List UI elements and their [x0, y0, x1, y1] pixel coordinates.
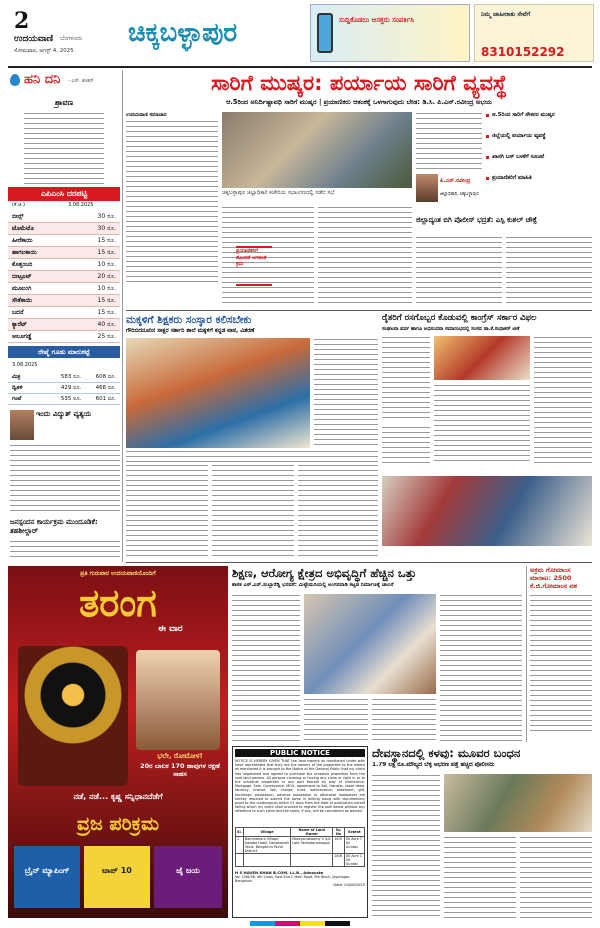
apmc-item: ಮೂಲಂಗಿ: [12, 285, 32, 292]
apmc-item: ಹೀರೆಕಾಯಿ: [12, 237, 33, 244]
side-brief-head: ಅಕ್ರಮ ಗೋಮಾಂಸ ಮಾರಾಟ: 2500 ಕೆ.ಜಿ.ಗೋಮಾಂಸ ವಶ: [530, 566, 578, 590]
apmc-price: 30 ರೂ.: [97, 213, 116, 220]
education-headline: ಶಿಕ್ಷಣ, ಆರೋಗ್ಯ ಕ್ಷೇತ್ರದ ಅಭಿವೃದ್ಧಿಗೆ ಹೆಚ್ಚಿನ ಒತ್ತು: [232, 566, 417, 580]
silk-max: 608 ರೂ.: [95, 374, 117, 380]
taranga-subtitle: ಈ ವಾರ: [158, 624, 183, 634]
apmc-date: 3.08.2025: [68, 202, 94, 208]
bullet-icon: [486, 156, 489, 159]
ad-phone: 8310152292: [481, 45, 565, 59]
silk-row: [8, 383, 120, 394]
farmer-subhead: ಸಂಘಟನಾ ಪರ್ವ ಹಾಗೂ ಅಭಿನಂದನಾ ಸಮಾರಂಭದಲ್ಲಿ ಸಂಸದ ಡಾ.ಕೆ.ಸುಧಾಕರ್ ಟೀಕೆ: [382, 326, 520, 332]
school-headline: ಮಕ್ಕಳಿಗೆ ಶಿಕ್ಷಕರು ಸಂಸ್ಕಾರ ಕಲಿಸಬೇಕು: [126, 314, 252, 326]
print-color-strip: [250, 921, 350, 926]
pull-quote-box: [236, 246, 272, 286]
silk-row: [8, 372, 120, 383]
notice-header-cell: Sl.: [236, 828, 244, 837]
apmc-row: [8, 271, 120, 283]
apmc-item: ಬೀಟ್ರೂಟ್: [12, 273, 32, 280]
left-sidebar: [8, 70, 120, 562]
lead-side-text: [416, 112, 482, 172]
lead-caption: ಚಿಕ್ಕಬಳ್ಳಾಪುರ ಜಿಲ್ಲಾಧಿಕಾರಿ ಕಚೇರಿಯ ಸಭಾಂಗಣದಲ್ಲಿ ನಡೆದ ಸಭೆ: [222, 190, 335, 196]
temple-col1: [372, 774, 440, 918]
apmc-item: ಟೊಮೆಟೊ: [12, 225, 34, 232]
taranga-teaser: ನಡೆ, ನಡೆ... ಕೃಷ್ಣ ಸನ್ನಿಧಾನದೆಡೆಗೆ: [73, 792, 163, 801]
public-notice: [232, 746, 368, 918]
brief-text: ಜಿಲ್ಲೆಯಲ್ಲಿ ಪರ್ಯಾಯ ವ್ಯವಸ್ಥೆ: [492, 133, 546, 139]
brand-sub: - ಎನ್. ಶಂಕರ್: [68, 78, 94, 84]
apmc-row: [8, 211, 120, 223]
apmc-price: 40 ರೂ.: [97, 321, 116, 328]
apmc-price: 15 ರೂ.: [97, 297, 116, 304]
temple-photo: [444, 774, 592, 832]
box-name: ಪಿ.ಎನ್.ರವೀಂದ್ರ: [440, 178, 471, 184]
school-caption: [126, 450, 378, 462]
apmc-row: [8, 331, 120, 343]
brief2-text: [10, 540, 120, 560]
brief2-title: ಜನಸ್ಪಂದನ ಕಾರ್ಯಕ್ರಮ ಮುಂದೂಡಿಕೆ: ತಹಶೀಲ್ದಾರ್: [10, 518, 98, 535]
deity-image: [18, 646, 128, 786]
farmer-col1: [382, 336, 430, 422]
apmc-price: 25 ರೂ.: [97, 333, 116, 340]
notice-header-cell: Extent: [344, 828, 364, 837]
apmc-price: 10 ರೂ.: [97, 261, 116, 268]
notice-cell: [291, 854, 333, 867]
badge-top: ಭಲೇ, ರೋಟೋಳ!: [157, 752, 203, 760]
masthead-rule: [8, 66, 592, 68]
issue-date: ಸೋಮವಾರ, ಆಗಸ್ಟ್ 4, 2025: [14, 48, 74, 54]
poem-text: [24, 112, 104, 184]
taranga-box1: ಬ್ರೈನ್ ಮ್ಯಾಪಿಂಗ್: [14, 846, 80, 908]
notice-date: Date: 04/08/2025: [333, 883, 365, 888]
lead-side-box: [416, 112, 482, 206]
taranga-feature: ವ್ರಜ ಪರಿಕ್ರಮ: [76, 813, 160, 835]
notice-table-row: [236, 837, 365, 854]
apmc-item: ಆಲೂಗಡ್ಡೆ: [12, 333, 32, 340]
brief1-text: [10, 444, 120, 514]
police-text-2: [506, 236, 592, 306]
school-col1: [126, 464, 208, 560]
education-col1: [232, 594, 300, 742]
masthead-ad-1: [310, 4, 470, 62]
education-subhead: ಶಾಸಕ ಎಸ್.ಎನ್.ಸುಬ್ಬಾರೆಡ್ಡಿ ಭರವಸೆ: ಮಿಟ್ಟೇಮರಿಯಲ್ಲಿ ಅಂಗನವಾಡಿ ಕಟ್ಟಡ ನಿರ್ಮಾಣಕ್ಕೆ ಚಾಲನೆ: [232, 582, 394, 588]
notice-cell: Narayanaswamy V S/o Late Venkataramappa: [291, 837, 333, 854]
silk-type: ದ್ವಿತಳಿ: [12, 385, 23, 391]
apmc-price: 10 ರೂ.: [97, 285, 116, 292]
apmc-price: 15 ರೂ.: [97, 309, 116, 316]
lead-col3: [318, 206, 412, 306]
section-title: ಶ್ರಾವಣ: [54, 98, 74, 107]
box-role: ಜಿಲ್ಲಾಧಿಕಾರಿ, ಚಿಕ್ಕಬಳ್ಳಾಪುರ: [440, 192, 479, 197]
school-col2: [212, 464, 294, 560]
notice-header-cell: Sy. No: [333, 828, 345, 837]
apmc-item: ಬದನೆ: [12, 309, 24, 316]
notice-body: NOTICE IS HEREBY GIVEN THAT the land owners as mentioned under with have represented that they are the owners of the properties to the extent as mentioned it is brought to the Notice of the General Public that my client has negotiated and agreed to purchase the schedule properties from the said land owners. All persons claiming or having any claim or right in or to the schedule properties or any part thereof by way of inheritance, Mortgage, Sale, Conveyance, MOU, agreement to Sell, transfer, lease deed, tenancy, license, lien, charge, trust, maintenance, easement, gift, exchange, possession, adverse possession or otherwise howsoever are hereby required to submit the same in writing along with documentary proof to the undersigned within 07 days from the date of publication hereof failing which my client shall proceed to register the sale deeds without any reference to such claim and the same, if any, will be considered as waived.: [235, 759, 365, 814]
temple-headline: ದೇವಸ್ಥಾನದಲ್ಲಿ ಕಳವು: ಮೂವರ ಬಂಧನ: [372, 746, 521, 760]
silk-min: 535 ರೂ.: [60, 396, 82, 402]
police-text: [416, 236, 502, 306]
bullet-icon: [486, 135, 489, 138]
page-number: 2: [14, 8, 30, 34]
brief-item: [486, 154, 592, 161]
apmc-price: 15 ರೂ.: [97, 249, 116, 256]
right-brief-list: [486, 112, 592, 212]
temple-col3: [520, 836, 592, 918]
notice-cell: Bommanara Village, Kasaba Hobli, Devanahalli Taluk, Bengaluru Rural District: [244, 837, 290, 853]
section-rule-2: [126, 562, 592, 563]
edition-label: ಬೆಂಗಳೂರು: [60, 35, 83, 42]
silk-table: [8, 372, 120, 405]
notice-cell: [243, 854, 290, 867]
notice-signatory: H S HAVEN KHAN B.COM, LL.B., Advocate: [235, 870, 324, 875]
lead-photo: [222, 112, 412, 188]
apmc-unit: (ಕೆ.ಜಿ.): [12, 202, 25, 208]
side-brief-text: [530, 594, 592, 734]
education-col3: [372, 698, 436, 742]
apmc-price: 15 ರೂ.: [97, 237, 116, 244]
school-col3: [298, 464, 378, 560]
bullet-icon: [486, 177, 489, 180]
notice-cell: 1: [236, 837, 244, 854]
farmer-col4: [382, 426, 430, 464]
apmc-row: [8, 283, 120, 295]
lead-subhead: ಆ.5ರಿಂದ ಅನಿರ್ದಿಷ್ಟಾವಧಿ ಸಾರಿಗೆ ಮುಷ್ಕರ | ಪ್ರಯಾಣಿಕರು ಆತಂಕಕ್ಕೆ ಒಳಗಾಗುವುದು ಬೇಡ: ಡಿ.ಸಿ. ಪಿ.ಎನ್.ರವೀಂದ್ರ ಅಭಯ: [226, 98, 492, 106]
pull-quote: ಪ್ರಯಾಣಿಕರಿಗೆ ತೊಂದರೆ ಆಗದಂತೆ ಕ್ರಮ: [236, 248, 267, 267]
education-col4: [440, 594, 522, 742]
phone-icon: [317, 13, 333, 53]
sidebar-divider: [122, 70, 123, 562]
notice-header-cell: Name of Land Owner: [291, 828, 333, 837]
apmc-row: [8, 247, 120, 259]
notice-cell: 16/5: [333, 837, 345, 854]
notice-address: No. 1/08/36, 4th Cross, East End C Main Road, 9th Block, Jayanagar, Bengaluru: [235, 875, 351, 884]
lead-byline: ಉದಯವಾಣಿ ಸಮಾಚಾರ: [126, 112, 167, 118]
apmc-price: 30 ರೂ.: [97, 225, 116, 232]
brand-title: ಹನಿ ದನಿ: [24, 72, 61, 87]
protest-photo: [382, 476, 592, 546]
notice-table-header: [236, 828, 365, 837]
farmer-headline: ರೈತರಿಗೆ ರಸಗೊಬ್ಬರ ಕೊಡುವಲ್ಲಿ ಕಾಂಗ್ರೆಸ್ ಸರ್ಕಾರ ವಿಫಲ: [382, 313, 537, 323]
taranga-ad: [8, 566, 228, 918]
education-photo: [304, 594, 436, 694]
apmc-price: 20 ರೂ.: [97, 273, 116, 280]
ad1-text: ಸುದ್ದಿಕೊಡಲು ಆಸಕ್ತರು ಸಂಪರ್ಕಿಸಿ: [339, 16, 415, 24]
apmc-row: [8, 223, 120, 235]
farmer-photo: [434, 336, 530, 380]
brief-text: ಆ.5ರಿಂದ ಸಾರಿಗೆ ನೌಕರರ ಮುಷ್ಕರ: [492, 112, 555, 118]
school-photo: [126, 338, 310, 448]
masthead: [0, 0, 600, 66]
apmc-title: ಎಪಿಎಂಸಿ ದರಪಟ್ಟಿ: [8, 187, 120, 201]
apmc-meta: [8, 202, 120, 210]
brief-item: [486, 133, 592, 140]
notice-cell: 16/6: [333, 854, 345, 867]
side-brief: [526, 566, 592, 742]
apmc-item: ಬೀನ್ಸ್: [12, 213, 24, 220]
notice-title: PUBLIC NOTICE: [235, 749, 365, 757]
badge-mid: 20ರ ಬಾಲಕ 170 ಹಾವುಗಳ ರಕ್ಷಣೆ ಸಾಹಸ: [140, 762, 220, 778]
taranga-tagline: ಪ್ರತಿ ಗುರುವಾರ ಉದಯವಾಣಿಯೊಂದಿಗೆ: [80, 570, 156, 577]
taranga-title: ತರಂಗ: [79, 581, 157, 625]
ad2-text: ನಿಮ್ಮ ಜಾಹೀರಾತು ಸೇವೆಗೆ: [481, 11, 531, 18]
bullet-icon: [486, 114, 489, 117]
apmc-row: [8, 319, 120, 331]
school-col-right: [314, 338, 378, 448]
apmc-row: [8, 235, 120, 247]
portrait-image: [136, 650, 220, 750]
apmc-row: [8, 307, 120, 319]
silk-type: ಗಂಟೆ: [12, 396, 22, 402]
lead-col1: [126, 120, 218, 284]
notice-header-cell: Village: [243, 828, 290, 837]
brief-photo: [10, 410, 34, 440]
lead-headline: ಸಾರಿಗೆ ಮುಷ್ಕರ: ಪರ್ಯಾಯ ಸಾರಿಗೆ ವ್ಯವಸ್ಥೆ: [210, 71, 508, 95]
taranga-box3: ಜೈ ಜಯ: [154, 846, 222, 908]
apmc-row: [8, 259, 120, 271]
notice-cell: [236, 854, 244, 867]
brief-item: [486, 175, 592, 182]
silk-max: 601 ರೂ.: [95, 396, 117, 402]
brief1-title: ಇಂದು ವಿದ್ಯುತ್ ವ್ಯತ್ಯಯ: [36, 410, 92, 418]
brief-text: ಖಾಸಗಿ ಬಸ್ ಬಳಕೆಗೆ ಸೂಚನೆ: [492, 154, 545, 160]
notice-table: [235, 827, 365, 867]
apmc-item: ಕೊತ್ತಂಬರಿ: [12, 261, 33, 268]
brief-item: [486, 112, 592, 119]
silk-min: 429 ರೂ.: [60, 385, 82, 391]
district-title: ಚಿಕ್ಕಬಳ್ಳಾಪುರ: [128, 18, 238, 48]
apmc-row: [8, 295, 120, 307]
apmc-item: ಹಾಗಲಕಾಯಿ: [12, 249, 37, 256]
masthead-ad-2: [474, 4, 594, 62]
silk-max: 466 ರೂ.: [95, 385, 117, 391]
drop-icon: [10, 74, 20, 86]
silk-type: ಮಿಶ್ರ: [12, 374, 21, 380]
notice-table-row: [236, 854, 365, 867]
brief-text: ಪ್ರಯಾಣಿಕರಿಗೆ ಮಾಹಿತಿ: [492, 175, 532, 181]
taranga-box2: ಟಾಪ್ 10: [84, 846, 150, 908]
paper-name: ಉದಯವಾಣಿ: [14, 34, 54, 44]
official-photo: [416, 174, 438, 202]
school-subhead: ಗೌರಿಬಿದನೂರಿನ ಸಾಕ್ಷರ ಸರ್ಕಾರಿ ಶಾಲೆ ಮಕ್ಕಳಿಗೆ ಕನ್ನಡ ಪಾಠ, ವಿತರಣೆ: [126, 328, 255, 334]
notice-cell: 00 Acre 1 00 Guntas: [344, 854, 364, 867]
silk-min: 583 ರೂ.: [60, 374, 82, 380]
apmc-item: ಕ್ಯಾರೆಟ್: [12, 321, 27, 328]
silk-row: [8, 394, 120, 405]
farmer-col2: [434, 384, 530, 464]
apmc-item: ಸೌತೆಕಾಯಿ: [12, 297, 33, 304]
education-col2: [304, 698, 368, 742]
silk-title: ರೇಷ್ಮೆ ಗೂಡು ಮಾರುಕಟ್ಟೆ: [8, 346, 120, 358]
notice-cell: 00 Acre 7 00 Guntas: [344, 837, 364, 854]
police-headline: ಜಿಲ್ಲಾದ್ಯಂತ ಬಿಗಿ ಪೊಲೀಸ್ ಭದ್ರತೆ: ಎಸ್ಪಿ ಕುಶಲ್ ಚೌಕ್ಸೆ: [416, 216, 537, 224]
apmc-table: [8, 211, 120, 343]
temple-col2: [444, 836, 516, 918]
section-rule-1: [126, 310, 592, 311]
farmer-col3: [534, 336, 592, 464]
silk-date: 3.08.2025: [12, 362, 38, 368]
temple-subhead: 1.79 ಲಕ್ಷ ರೂ.ಮೌಲ್ಯದ ಬೆಳ್ಳಿ ಆಭರಣ ಪತ್ತೆ ಹಚ್ಚಿದ ಪೊಲೀಸರು: [372, 762, 495, 768]
